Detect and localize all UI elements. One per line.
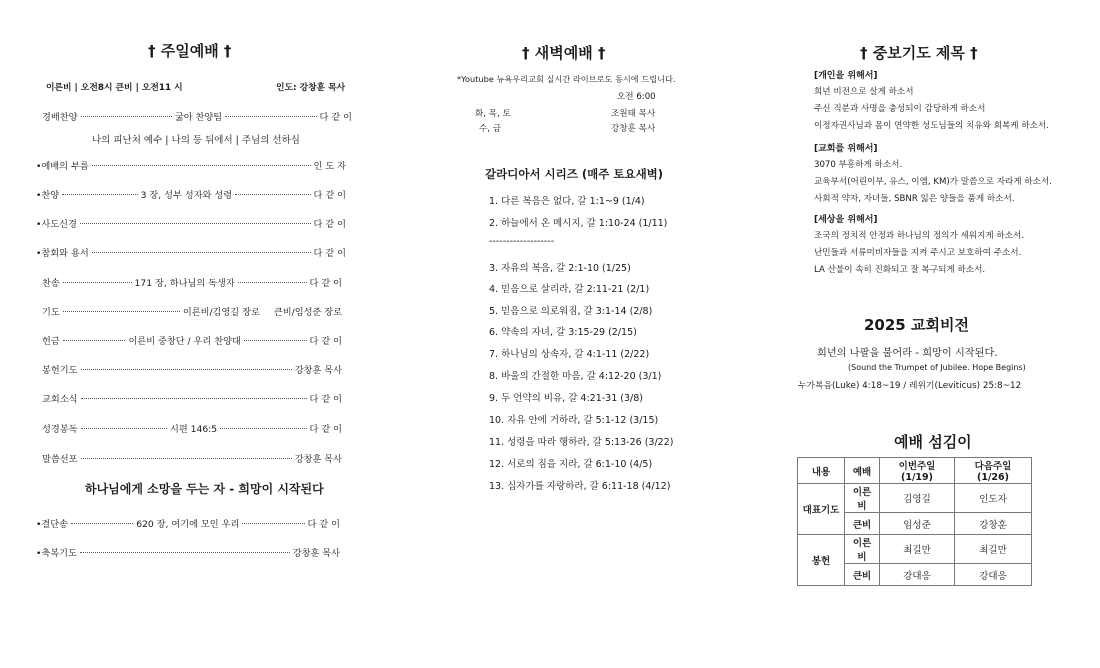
order-item: 헌금 이른비 중창단 / 우리 찬양대 다 같 이 [42, 336, 343, 347]
series-divider: ------------------- [489, 236, 555, 247]
series-item: 4. 믿음으로 살리라, 갈 2:11-21 (2/1) [489, 284, 650, 295]
table-header: 이번주일(1/19) [880, 458, 955, 484]
prayer-line: 난민들과 서류미비자들을 지켜 주시고 보호하여 주소서. [814, 248, 1022, 258]
dawn-service-title: † 새벽예배 † [522, 44, 606, 62]
order-item: •결단송 620 장, 여기에 모인 우리 다 같 이 [36, 519, 340, 530]
order-item: 성경봉독 시편 146:5 다 같 이 [42, 424, 343, 435]
series-item: 5. 믿음으로 의로워짐, 갈 3:1-14 (2/8) [489, 306, 653, 317]
table-row: 큰비 임성준 강창훈 [798, 513, 1032, 535]
order-item: 말씀선포 강창훈 목사 [42, 454, 342, 465]
series-item: 9. 두 언약의 비유, 갈 4:21-31 (3/8) [489, 393, 643, 404]
youtube-note: *Youtube 뉴욕우리교회 실시간 라이브로도 동시에 드립니다. [457, 74, 676, 84]
section-heading: [세상을 위해서] [814, 215, 878, 225]
series-item: 3. 자유의 복음, 갈 2:1-10 (1/25) [489, 263, 631, 274]
vision-scripture: 누가복음(Luke) 4:18~19 / 레위기(Leviticus) 25:8~12 [798, 381, 1022, 391]
series-item: 7. 하나님의 상속자, 갈 4:1-11 (2/22) [489, 349, 650, 360]
table-header: 다음주일(1/26) [955, 458, 1032, 484]
schedule-days: 화, 목, 토 [475, 109, 511, 119]
series-title: 갈라디아서 시리즈 (매주 토요새벽) [485, 167, 664, 181]
order-item: 교회소식 다 같 이 [42, 394, 342, 405]
table-row: 대표기도 이른비 김영길 인도자 [798, 484, 1032, 513]
prayer-line: 이정자권사님과 몸이 연약한 성도님들의 치유와 회복케 하소서. [814, 121, 1049, 131]
series-item: 13. 십자가를 자랑하라, 갈 6:11-18 (4/12) [489, 481, 671, 492]
section-heading: [교회를 위해서] [814, 144, 878, 154]
series-item: 12. 서로의 짐을 지라, 갈 6:1-10 (4/5) [489, 459, 653, 470]
order-item: •예배의 부름 인 도 자 [36, 161, 346, 172]
table-header: 예배 [845, 458, 880, 484]
series-item: 8. 바울의 간절한 마음, 갈 4:12-20 (3/1) [489, 371, 662, 382]
praise-songs: 나의 피난처 예수 | 나의 등 뒤에서 | 주님의 선하심 [92, 135, 300, 146]
schedule-name: 조원태 목사 [611, 109, 656, 119]
table-group: 봉헌 [798, 535, 845, 586]
dawn-service-column [445, 0, 680, 668]
schedule-days: 수, 금 [479, 124, 502, 134]
order-item: 봉헌기도 강창훈 목사 [42, 365, 342, 376]
vision-title: 2025 교회비전 [864, 316, 969, 334]
sermon-title: 하나님에게 소망을 두는 자 - 희망이 시작된다 [85, 482, 324, 496]
prayer-line: 주신 직분과 사명을 충성되이 감당하게 하소서 [814, 104, 986, 114]
order-item: 찬송 171 장, 하나님의 독생자 다 같 이 [42, 278, 343, 289]
servers-title: 예배 섬김이 [894, 433, 972, 451]
table-header-row [798, 458, 1032, 484]
prayer-line: 희년 비전으로 살게 하소서 [814, 87, 914, 97]
table-header: 내용 [798, 458, 845, 484]
service-times: 이른비 | 오전8시 큰비 | 오전11 시 [46, 83, 183, 93]
sunday-service-title: † 주일예배 † [148, 42, 232, 60]
sunday-service-column [30, 0, 352, 668]
series-item: 1. 다른 복음은 없다, 갈 1:1~9 (1/4) [489, 196, 645, 207]
prayer-line: 사회적 약자, 자녀들, SBNR 잃은 양들을 품게 하소서. [814, 194, 1015, 204]
order-item: •참회와 용서 다 같 이 [36, 248, 346, 259]
order-item: •축복기도 강창훈 목사 [36, 548, 340, 559]
vision-english: (Sound the Trumpet of Jubilee. Hope Begins) [848, 363, 1026, 372]
section-heading: [개인을 위해서] [814, 71, 878, 81]
prayer-line: 교육부서(어린이부, 유스, 이엠, KM)가 말씀으로 자라게 하소서. [814, 177, 1053, 187]
series-item: 11. 성령을 따라 행하라, 갈 5:13-26 (3/22) [489, 437, 674, 448]
prayer-line: LA 산불이 속히 진화되고 잘 복구되게 하소서. [814, 265, 986, 275]
prayer-line: 3070 부흥하게 하소서. [814, 160, 903, 170]
order-item: •찬양 3 장, 성부 성자와 성령 다 같 이 [36, 190, 346, 201]
intercession-column [790, 0, 1053, 668]
intercession-title: † 중보기도 제목 † [860, 44, 978, 62]
series-item: 2. 하늘에서 온 메시지, 갈 1:10-24 (1/11) [489, 218, 668, 229]
schedule-name: 강창훈 목사 [611, 124, 656, 134]
vision-slogan: 희년의 나팔을 불어라 - 희망이 시작된다. [817, 348, 998, 359]
table-row: 봉헌 이른비 최길만 최길만 [798, 535, 1032, 564]
prayer-line: 조국의 정치적 안정과 하나님의 정의가 세워지게 하소서. [814, 231, 1025, 241]
order-item: 경배찬양 굶아 찬양팀 다 같 이 [42, 112, 352, 123]
series-item: 10. 자유 안에 거하라, 갈 5:1-12 (3/15) [489, 415, 659, 426]
table-row: 큰비 강대응 강대응 [798, 564, 1032, 586]
dawn-time: 오전 6:00 [617, 92, 656, 102]
table-group: 대표기도 [798, 484, 845, 535]
order-item: •사도신경 다 같 이 [36, 219, 346, 230]
servers-table [797, 457, 1032, 586]
series-item: 6. 약속의 자녀, 갈 3:15-29 (2/15) [489, 327, 637, 338]
order-item: 기도 이른비/김영길 장로 큰비/임성준 장로 [42, 307, 342, 318]
leader: 인도: 강창훈 목사 [276, 83, 346, 93]
